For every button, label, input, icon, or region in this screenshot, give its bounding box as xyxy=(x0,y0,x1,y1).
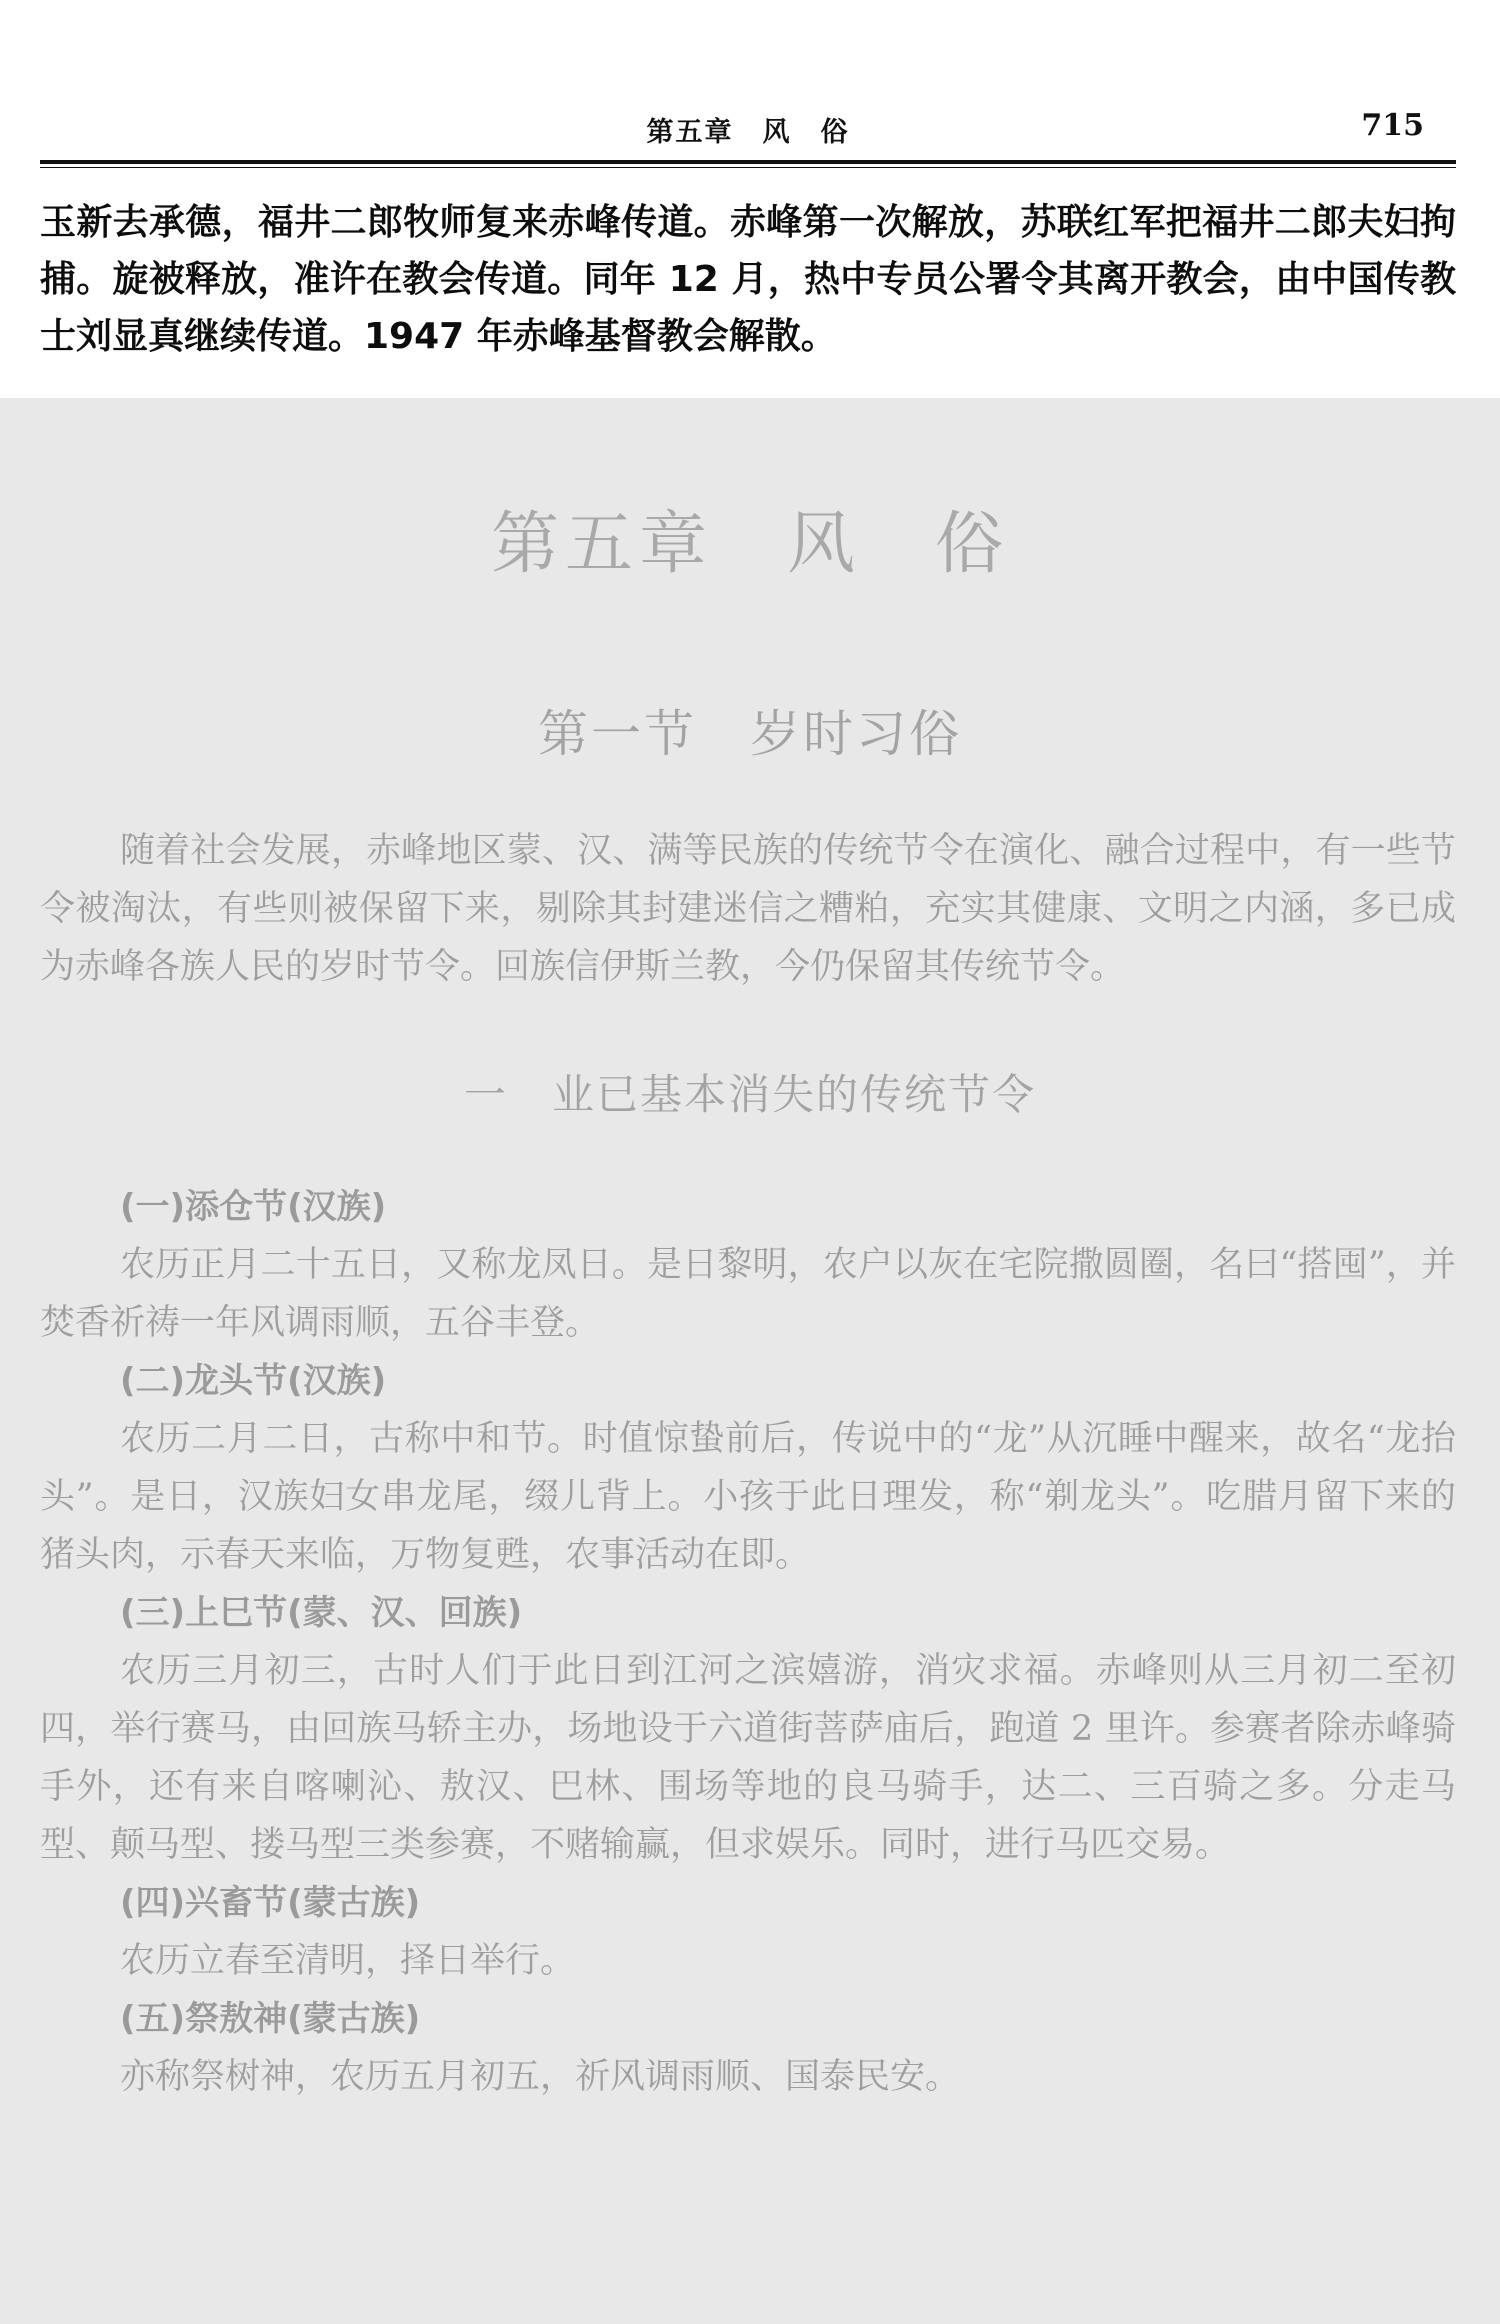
festival-description: 亦称祭树神，农历五月初五，祈风调雨顺、国泰民安。 xyxy=(120,2057,961,2097)
festival-name: (四)兴畜节(蒙古族) xyxy=(120,1883,421,1923)
chapter-title: 第五章 风 俗 xyxy=(490,505,1009,584)
top-paragraph: 玉新去承德，福井二郎牧师复来赤峰传道。赤峰第一次解放，苏联红军把福井二郎夫妇拘捕。旋被释放，准许在教会传道。同年 12 月，热中专员公署令其离开教会，由中国传教士刘显真继续传道。1947 年赤峰基督教会解散。 xyxy=(40,202,1456,357)
subsection-title: 一 业已基本消失的传统节令 xyxy=(463,1070,1036,1119)
festival-name: (一)添仓节(汉族) xyxy=(120,1187,387,1227)
festival-list xyxy=(40,1178,1456,2106)
festival-name: (三)上巳节(蒙、汉、回族) xyxy=(120,1593,523,1633)
festival-description: 农历正月二十五日，又称龙凤日。是日黎明，农户以灰在宅院撒圆圈，名曰“搭囤”，并焚香祈祷一年风调雨顺，五谷丰登。 xyxy=(40,1245,1456,1343)
festival-name: (五)祭敖神(蒙古族) xyxy=(120,1999,421,2039)
intro-block xyxy=(40,822,1456,996)
festival-name: (二)龙头节(汉族) xyxy=(120,1361,387,1401)
header-rule xyxy=(40,160,1456,164)
intro-paragraph: 随着社会发展，赤峰地区蒙、汉、满等民族的传统节令在演化、融合过程中，有一些节令被淘汰，有些则被保留下来，剔除其封建迷信之糟粕，充实其健康、文明之内涵，多已成为赤峰各族人民的岁时节令。回族信伊斯兰教，今仍保留其传统节令。 xyxy=(40,831,1456,987)
running-title: 第五章 风 俗 xyxy=(646,117,850,148)
festival-description: 农历三月初三，古时人们于此日到江河之滨嬉游，消灾求福。赤峰则从三月初二至初四，举行赛马，由回族马轿主办，场地设于六道街菩萨庙后，跑道 2 里许。参赛者除赤峰骑手外，还有来自喀喇沁、敖汉、巴林、围场等地的良马骑手，达二、三百骑之多。分走马型、颠马型、搂马型三类参赛，不赌输赢，但求娱乐。同时，进行马匹交易。 xyxy=(40,1651,1456,1865)
page-number: 715 xyxy=(1361,108,1424,143)
top-paragraph-block xyxy=(40,194,1456,365)
page-header xyxy=(40,100,1456,160)
festival-description: 农历立春至清明，择日举行。 xyxy=(120,1941,576,1981)
header-rule-thin xyxy=(40,167,1456,168)
section-title: 第一节 岁时习俗 xyxy=(538,705,962,763)
festival-description: 农历二月二日，古称中和节。时值惊蛰前后，传说中的“龙”从沉睡中醒来，故名“龙抬头”。是日，汉族妇女串龙尾，缀儿背上。小孩于此日理发，称“剃龙头”。吃腊月留下来的猪头肉，示春天来临，万物复甦，农事活动在即。 xyxy=(40,1419,1456,1575)
